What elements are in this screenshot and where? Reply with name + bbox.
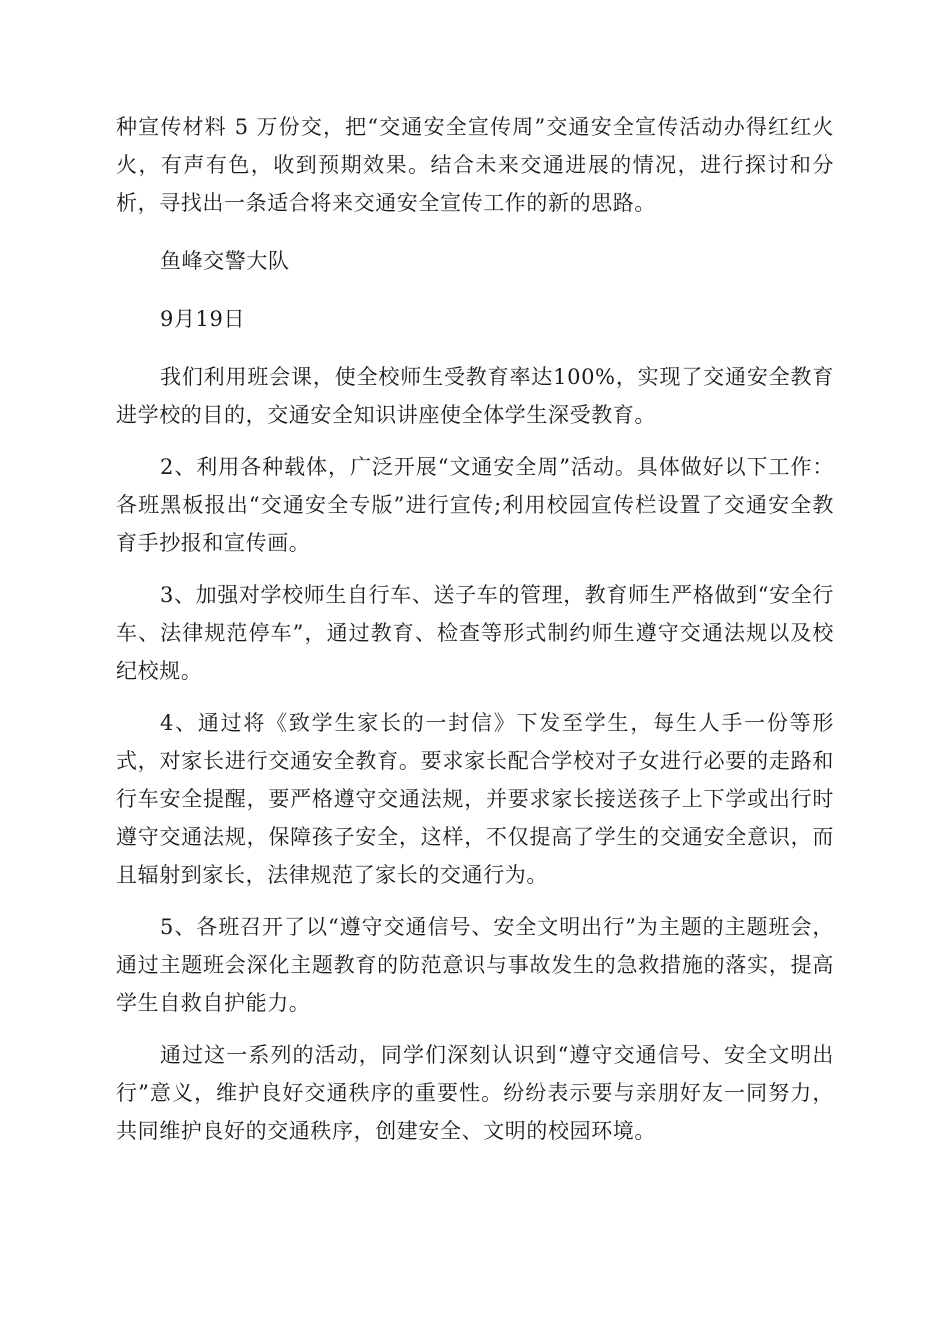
paragraph-class-meeting: 我们利用班会课，使全校师生受教育率达100%，实现了交通安全教育进学校的目的，交通安全知识讲座使全体学生深受教育。 (116, 365, 834, 427)
signature-organization: 鱼峰交警大队 (160, 249, 290, 273)
signature-date: 9月19日 (160, 307, 246, 331)
paragraph-item-4: 4、通过将《致学生家长的一封信》下发至学生，每生人手一份等形式，对家长进行交通安全教育。要求家长配合学校对子女进行必要的走路和行车安全提醒，要严格遵守交通法规，并要求家长接送孩子上下学或出行时遵守交通法规，保障孩子安全，这样，不仅提高了学生的交通安全意识，而且辐射到家长，法律规范了家长的交通行为。 (116, 711, 834, 887)
paragraph-item-5: 5、各班召开了以“遵守交通信号、安全文明出行”为主题的主题班会，通过主题班会深化主题教育的防范意识与事故发生的急救措施的落实，提高学生自救自护能力。 (116, 915, 834, 1015)
paragraph-continuation: 种宣传材料 5 万份交，把“交通安全宣传周”交通安全宣传活动办得红红火火，有声有色，收到预期效果。结合未来交通进展的情况，进行探讨和分析，寻找出一条适合将来交通安全宣传工作的新的思路。 (116, 115, 834, 215)
paragraph-item-3: 3、加强对学校师生自行车、送子车的管理，教育师生严格做到“安全行车、法律规范停车”，通过教育、检查等形式制约师生遵守交通法规以及校纪校规。 (116, 583, 834, 683)
paragraph-item-2: 2、利用各种载体，广泛开展“文通安全周”活动。具体做好以下工作：各班黑板报出“交通安全专版”进行宣传;利用校园宣传栏设置了交通安全教育手抄报和宣传画。 (116, 455, 834, 555)
paragraph-conclusion: 通过这一系列的活动，同学们深刻认识到“遵守交通信号、安全文明出行”意义，维护良好交通秩序的重要性。纷纷表示要与亲朋好友一同努力，共同维护良好的交通秩序，创建安全、文明的校园环境。 (116, 1043, 834, 1143)
document-body (116, 108, 834, 1150)
